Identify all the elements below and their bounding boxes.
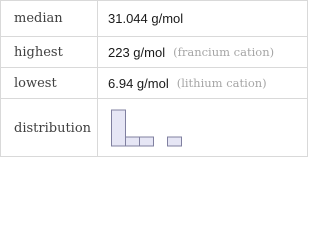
histogram-bar	[140, 137, 154, 146]
row-label: distribution	[14, 120, 92, 136]
row-value	[108, 37, 274, 67]
table-row-highest	[1, 37, 307, 68]
value-text: 223 g/mol	[108, 44, 166, 60]
row-label: median	[14, 11, 63, 26]
row-label: lowest	[14, 75, 57, 91]
value-note: (lithium cation)	[176, 76, 267, 90]
table-row-distribution	[1, 99, 307, 157]
table-row-median	[1, 1, 307, 37]
value-text: 6.94 g/mol	[108, 75, 169, 91]
row-value	[108, 68, 267, 98]
value-note: (francium cation)	[173, 45, 275, 59]
histogram-bar	[112, 110, 126, 146]
value-text: 31.044 g/mol	[108, 11, 184, 26]
row-label: highest	[14, 44, 63, 60]
distribution-histogram	[108, 108, 183, 148]
table-row-lowest	[1, 68, 307, 99]
histogram-bar	[168, 137, 182, 146]
row-value	[108, 1, 183, 36]
histogram-bar	[126, 137, 140, 146]
